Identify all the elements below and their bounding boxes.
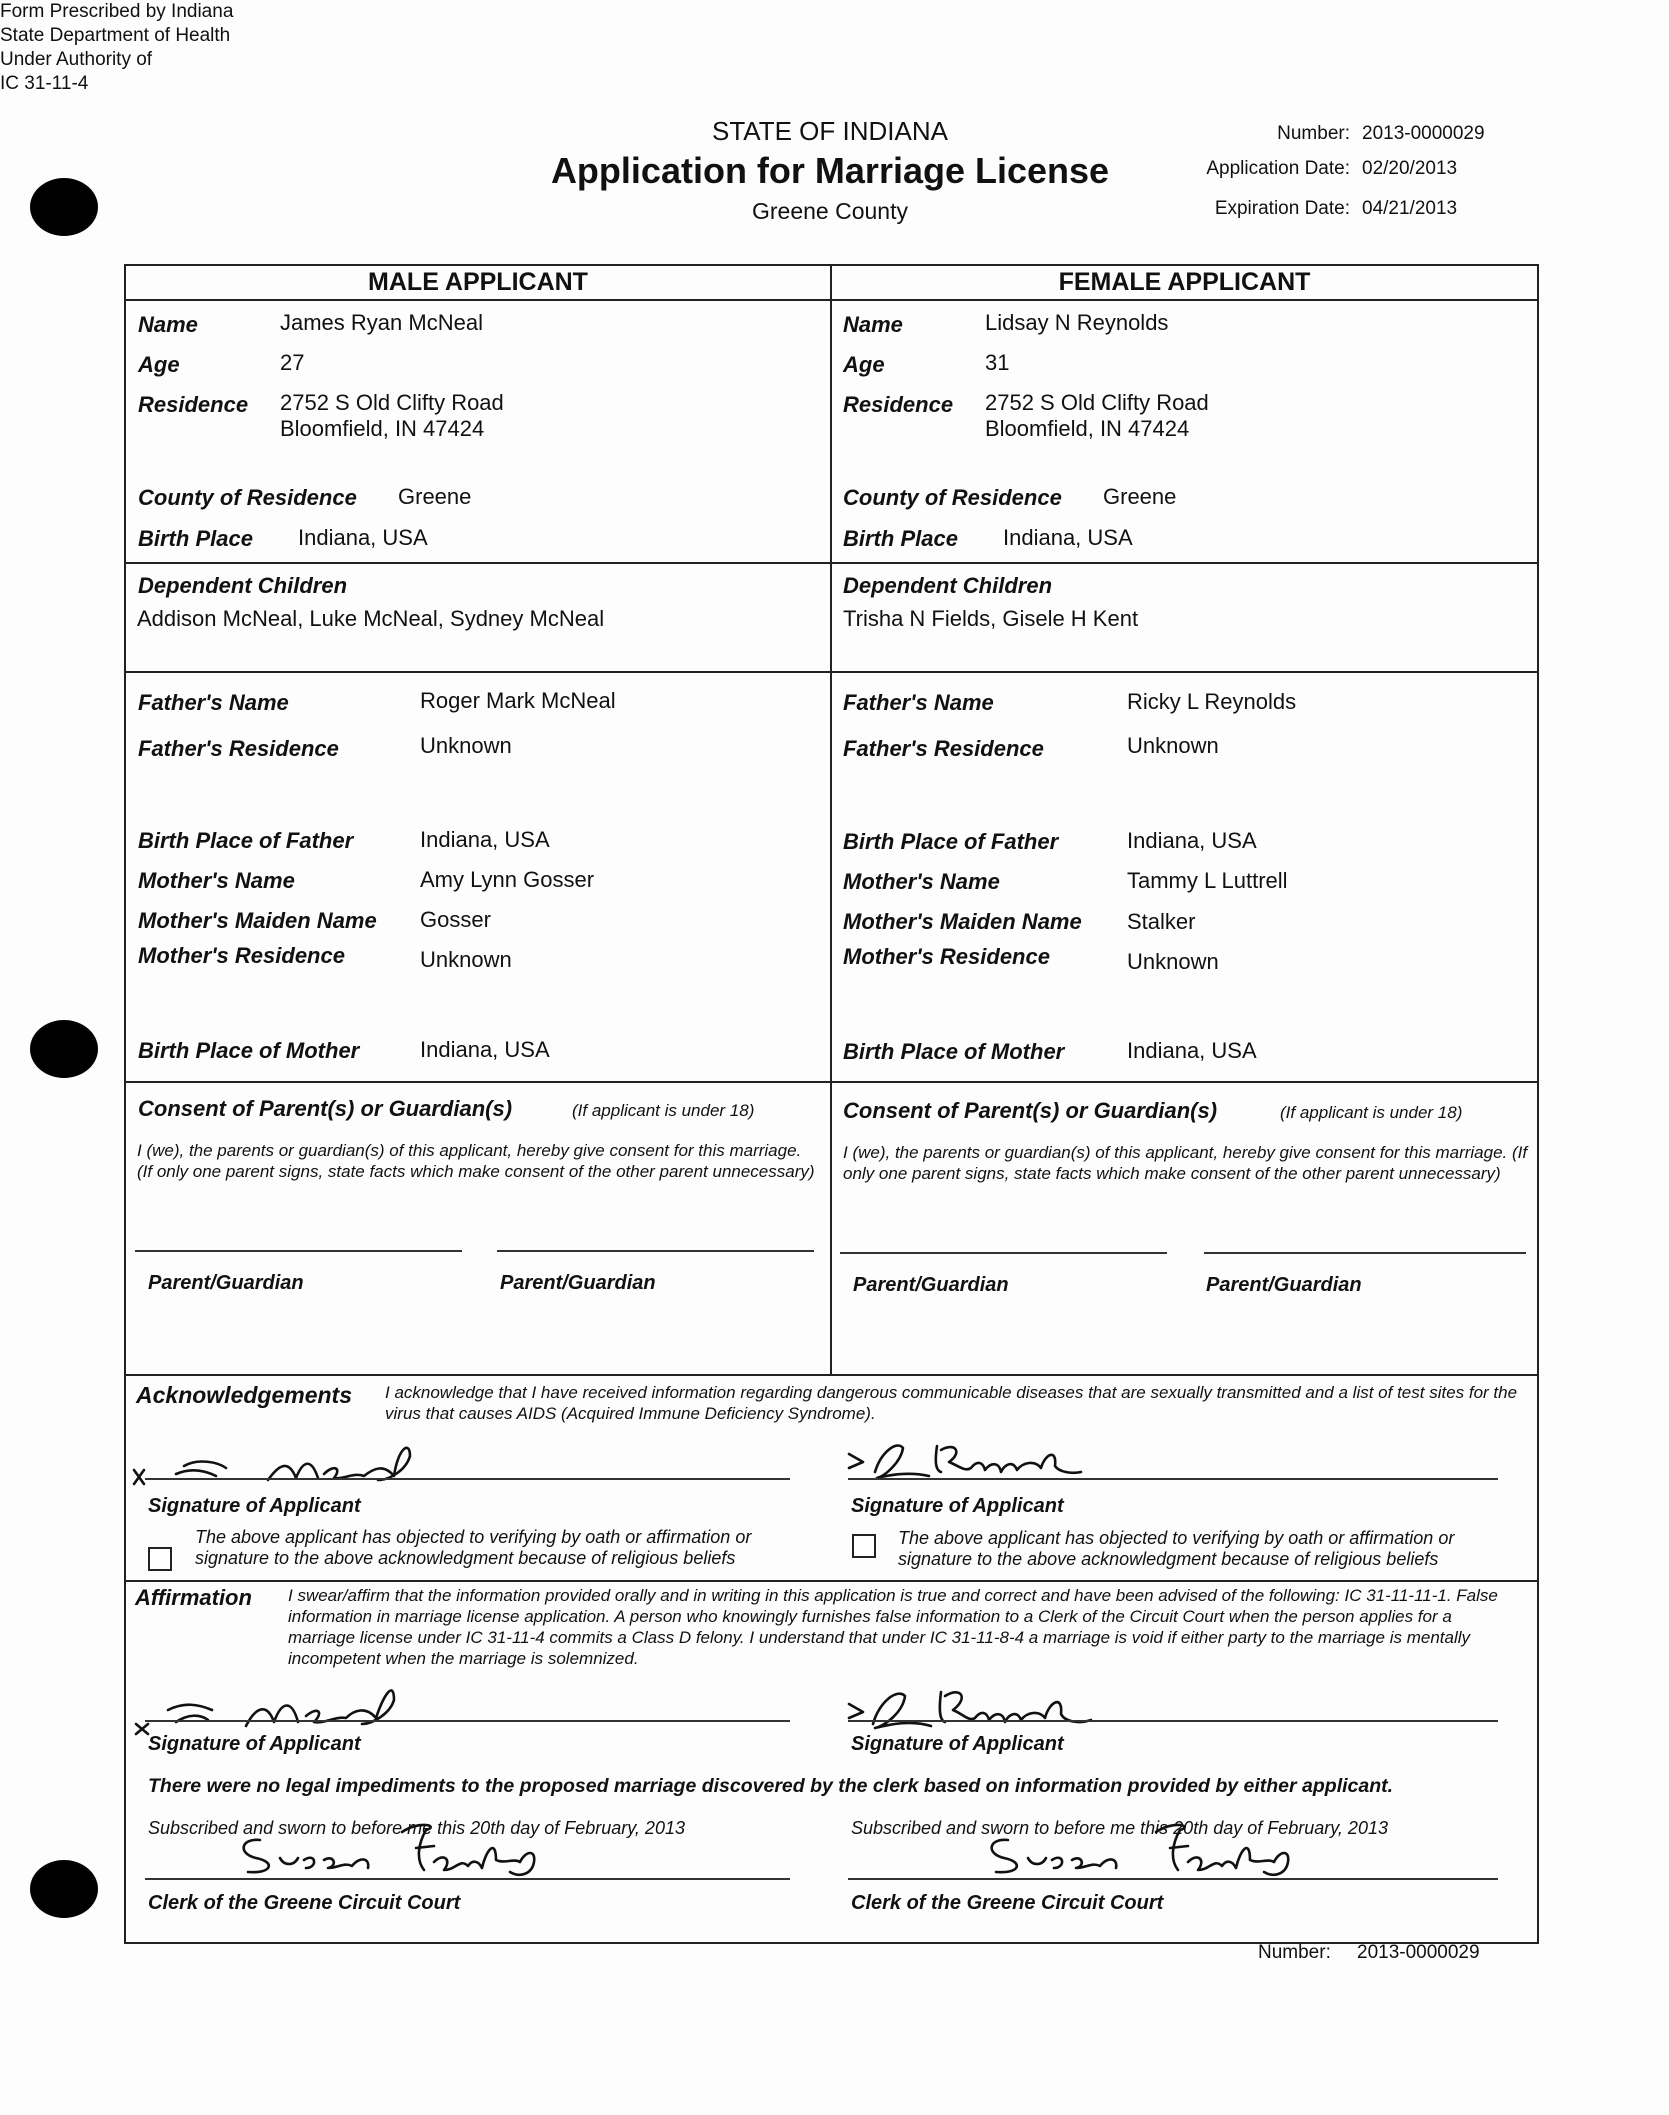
female-age: 31 — [985, 350, 1010, 375]
female-mothers-name: Tammy L Luttrell — [1127, 868, 1288, 893]
female-applicant-heading: FEMALE APPLICANT — [1058, 268, 1311, 296]
male-mothers-maiden-name: Gosser — [420, 907, 491, 932]
female-residence-line2: Bloomfield, IN 47424 — [985, 416, 1190, 441]
male-birth-place-of-father: Indiana, USA — [420, 827, 550, 852]
male-objection-text: The above applicant has objected to verifying by oath or affirmation or signature to the above acknowledgment because of religious beliefs — [195, 1527, 752, 1568]
male-clerk-signature — [220, 1810, 560, 1880]
binder-hole-top — [30, 178, 98, 236]
female-birth-place: Indiana, USA — [1003, 525, 1133, 550]
male-name: James Ryan McNeal — [280, 310, 483, 335]
female-residence-line1: 2752 S Old Clifty Road — [985, 390, 1209, 415]
rule — [124, 299, 1539, 301]
acknowledgements-text: I acknowledge that I have received information regarding dangerous communicable diseases that are sexually transmitted and a list of test sites for the virus that causes AIDS (Acquired Immune Deficiency Syndrome). — [385, 1383, 1518, 1423]
female-clerk-signature — [960, 1810, 1320, 1880]
female-affirmation-signature-line[interactable] — [848, 1720, 1498, 1722]
female-clerk-line[interactable] — [848, 1878, 1498, 1880]
female-consent-text: I (we), the parents or guardian(s) of this applicant, hereby give consent for this marriage. (If only one parent signs, state facts which make consent of the other parent unnecessary) — [843, 1143, 1528, 1183]
expiration-date: 04/21/2013 — [1362, 198, 1458, 219]
male-parent-guardian-line-1[interactable] — [135, 1250, 462, 1252]
state-heading: STATE OF INDIANA — [712, 116, 948, 146]
application-number: 2013-0000029 — [1362, 123, 1485, 144]
form-authority: Form Prescribed by Indiana State Department of Health Under Authority of IC 31-11-4 — [0, 1, 234, 94]
center-divider — [830, 264, 832, 1374]
female-parent-guardian-line-1[interactable] — [840, 1252, 1167, 1254]
male-age: 27 — [280, 350, 305, 375]
female-fathers-name: Ricky L Reynolds — [1127, 689, 1297, 714]
male-affirmation-signature-line[interactable] — [145, 1720, 790, 1722]
male-clerk-line[interactable] — [145, 1878, 790, 1880]
male-dependent-children: Addison McNeal, Luke McNeal, Sydney McNeal — [137, 606, 605, 631]
male-fathers-residence: Unknown — [420, 733, 512, 758]
male-parent-guardian-line-2[interactable] — [497, 1250, 814, 1252]
female-mothers-maiden-name: Stalker — [1127, 909, 1196, 934]
male-applicant-heading: MALE APPLICANT — [368, 268, 588, 296]
female-parent-guardian-line-2[interactable] — [1204, 1252, 1526, 1254]
male-residence-line2: Bloomfield, IN 47424 — [280, 416, 485, 441]
female-affirmation-signature — [845, 1680, 1145, 1740]
female-name: Lidsay N Reynolds — [985, 310, 1169, 335]
male-consent-text: I (we), the parents or guardian(s) of this applicant, hereby give consent for this marriage. (If only one parent signs, state facts which make consent of the other parent unnecessary) — [137, 1141, 815, 1181]
rule — [124, 1374, 1539, 1376]
male-mothers-residence: Unknown — [420, 947, 512, 972]
female-objection-checkbox[interactable] — [852, 1534, 876, 1558]
female-ack-signature-line[interactable] — [848, 1478, 1498, 1480]
male-affirmation-signature — [128, 1670, 428, 1734]
male-objection-checkbox[interactable] — [148, 1547, 172, 1571]
rule — [124, 671, 1539, 673]
page-title: Application for Marriage License — [550, 150, 1110, 191]
female-county: Greene — [1103, 484, 1177, 509]
male-mothers-name: Amy Lynn Gosser — [420, 867, 595, 892]
application-date: 02/20/2013 — [1362, 158, 1458, 179]
female-objection-text: The above applicant has objected to verifying by oath or affirmation or signature to the above acknowledgment because of religious beliefs — [898, 1528, 1455, 1569]
male-county: Greene — [398, 484, 472, 509]
male-fathers-name: Roger Mark McNeal — [420, 688, 616, 713]
binder-hole-bottom — [30, 1860, 98, 1918]
rule — [124, 1580, 1539, 1582]
no-impediments-statement: There were no legal impediments to the proposed marriage discovered by the clerk based on information provided by either applicant. — [148, 1775, 1394, 1797]
female-birth-place-of-mother: Indiana, USA — [1127, 1038, 1257, 1063]
affirmation-text: I swear/affirm that the information provided orally and in writing in this application is true and correct and have been advised of the following: IC 31-11-11-1. False information in marriage license application. A person who knowingly furnishes false information to a Clerk of the Circuit Court when the person applies for a marriage license under IC 31-11-4 commits a Class D felony. I understand that under IC 31-11-8-4 a marriage is void if either party to the marriage is mentally incompetent when the marriage is solemnized. — [288, 1586, 1498, 1668]
female-birth-place-of-father: Indiana, USA — [1127, 828, 1257, 853]
female-dependent-children: Trisha N Fields, Gisele H Kent — [843, 606, 1139, 631]
rule — [124, 1081, 1539, 1083]
female-fathers-residence: Unknown — [1127, 733, 1219, 758]
female-ack-signature — [845, 1432, 1125, 1492]
male-ack-signature-line[interactable] — [145, 1478, 790, 1480]
male-birth-place: Indiana, USA — [298, 525, 428, 550]
rule — [124, 562, 1539, 564]
county-heading: Greene County — [752, 198, 908, 224]
male-ack-signature — [128, 1428, 428, 1490]
male-residence-line1: 2752 S Old Clifty Road — [280, 390, 504, 415]
female-mothers-residence: Unknown — [1127, 949, 1219, 974]
binder-hole-middle — [30, 1020, 98, 1078]
male-birth-place-of-mother: Indiana, USA — [420, 1037, 550, 1062]
